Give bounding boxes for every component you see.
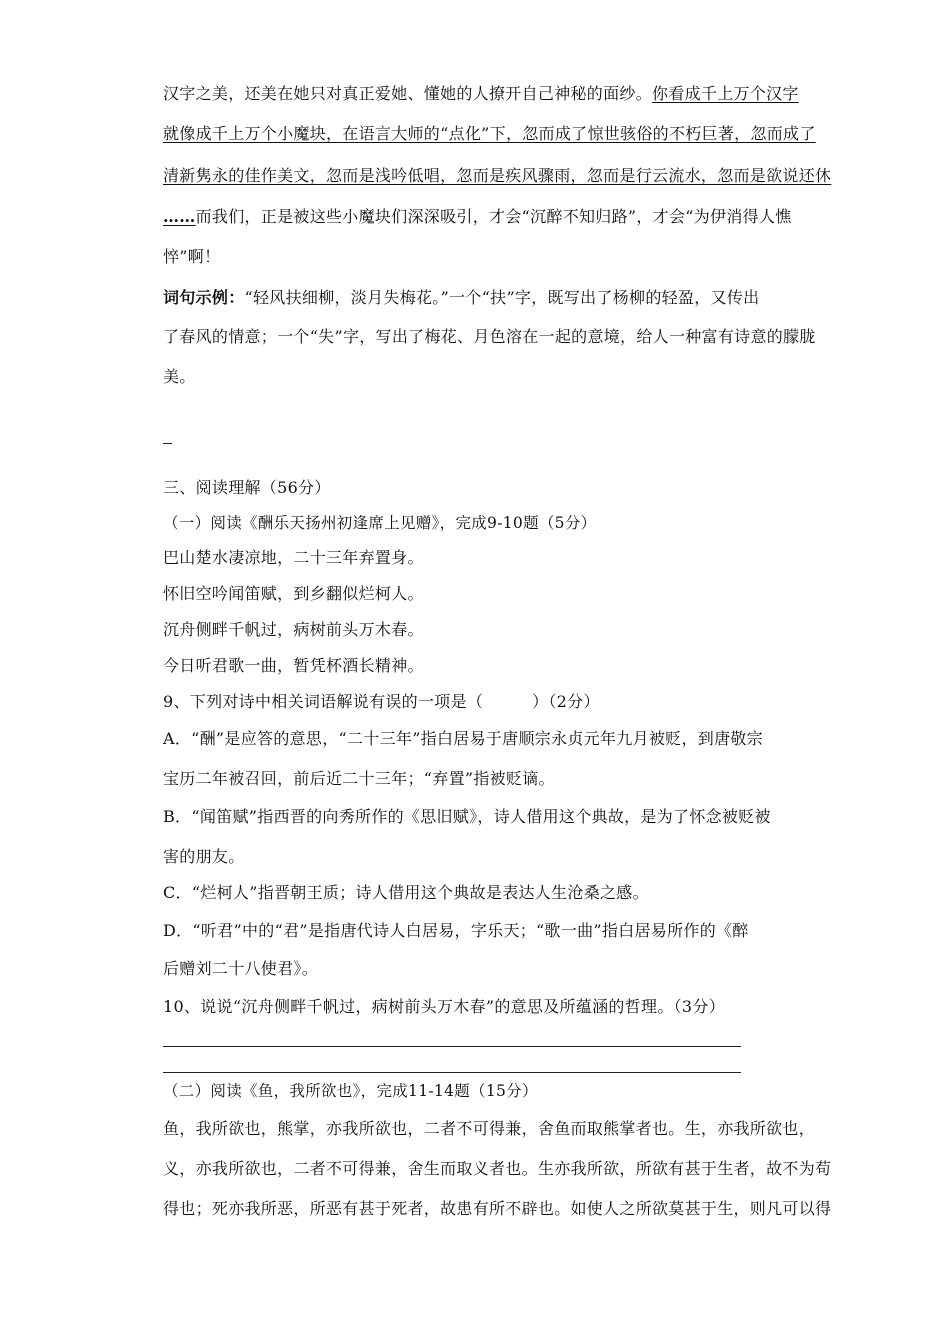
intro-line-4 [163,206,792,228]
intro-line-1-text: 汉字之美，还美在她只对真正爱她、懂她的人撩开自己神秘的面纱。 [163,84,653,103]
example-line-1-text: “轻风扶细柳，淡月失梅花。”一个“扶”字，既写出了杨柳的轻盈，又传出 [244,288,760,307]
intro-line-1-underlined: 你看成千上万个汉字 [652,84,799,103]
question-10: 10、说说“沉舟侧畔千帆过，病树前头万木春”的意思及所蕴涵的哲理。（3分） [163,997,725,1016]
stray-dash [163,443,172,444]
answer-line-2[interactable] [163,1072,741,1073]
passage2-line-1: 鱼，我所欲也，熊掌，亦我所欲也，二者不可得兼，舍鱼而取熊掌者也。生，亦我所欲也， [163,1119,816,1138]
question-9: 9、下列对诗中相关词语解说有误的一项是（ ）（2分） [163,692,600,711]
intro-line-1 [163,83,799,105]
part1-title: （一）阅读《酬乐天扬州初逢席上见赠》，完成9-10题（5分） [163,514,597,532]
option-b-line-2: 害的朋友。 [163,847,245,866]
option-d-line-2: 后赠刘二十八使君》。 [163,959,319,978]
example-label: 词句示例： [163,288,245,307]
poem-line-3: 沉舟侧畔千帆过，病树前头万木春。 [163,620,424,639]
example-line-2: 了春风的情意；一个“失”字，写出了梅花、月色溶在一起的意境，给人一种富有诗意的朦胧 [163,327,816,346]
answer-line-1[interactable] [163,1046,741,1047]
intro-line-4-text: 而我们，正是被这些小魔块们深深吸引，才会“沉醉不知归路”，才会“为伊消得人憔 [195,207,792,226]
example-line-1 [163,287,759,309]
option-c: C．“烂柯人”指晋朝王质；诗人借用这个典故是表达人生沧桑之感。 [163,883,649,902]
option-a-line-2: 宝历二年被召回，前后近二十三年；“弃置”指被贬谪。 [163,769,555,788]
option-a-line-1: A．“酬”是应答的意思，“二十三年”指白居易于唐顺宗永贞元年九月被贬，到唐敬宗 [163,729,763,748]
intro-line-3: 清新隽永的佳作美文，忽而是浅吟低唱，忽而是疾风骤雨，忽而是行云流水，忽而是欲说还休 [163,166,832,185]
option-b-line-1: B．“闻笛赋”指西晋的向秀所作的《思旧赋》，诗人借用这个典故，是为了怀念被贬被 [163,807,771,826]
example-line-3: 美。 [163,367,196,386]
passage2-line-3: 得也；死亦我所恶，所恶有甚于死者，故患有所不辟也。如使人之所欲莫甚于生，则凡可以得 [163,1199,832,1218]
passage2-line-2: 义，亦我所欲也，二者不可得兼，舍生而取义者也。生亦我所欲，所欲有甚于生者，故不为苟 [163,1159,832,1178]
intro-line-2: 就像成千上万个小魔块，在语言大师的“点化”下，忽而成了惊世骇俗的不朽巨著，忽而成了 [163,124,816,143]
poem-line-4: 今日听君歌一曲，暂凭杯酒长精神。 [163,656,424,675]
section-title: 三、阅读理解（56分） [163,478,331,497]
ellipsis: …… [163,207,196,226]
intro-line-5: 悴”啊！ [163,247,221,266]
poem-line-2: 怀旧空吟闻笛赋，到乡翻似烂柯人。 [163,584,424,603]
option-d-line-1: D．“听君”中的“君”是指唐代诗人白居易，字乐天；“歌一曲”指白居易所作的《醉 [163,921,749,940]
part2-title: （二）阅读《鱼，我所欲也》，完成11-14题（15分） [163,1082,538,1100]
poem-line-1: 巴山楚水凄凉地，二十三年弃置身。 [163,548,424,567]
